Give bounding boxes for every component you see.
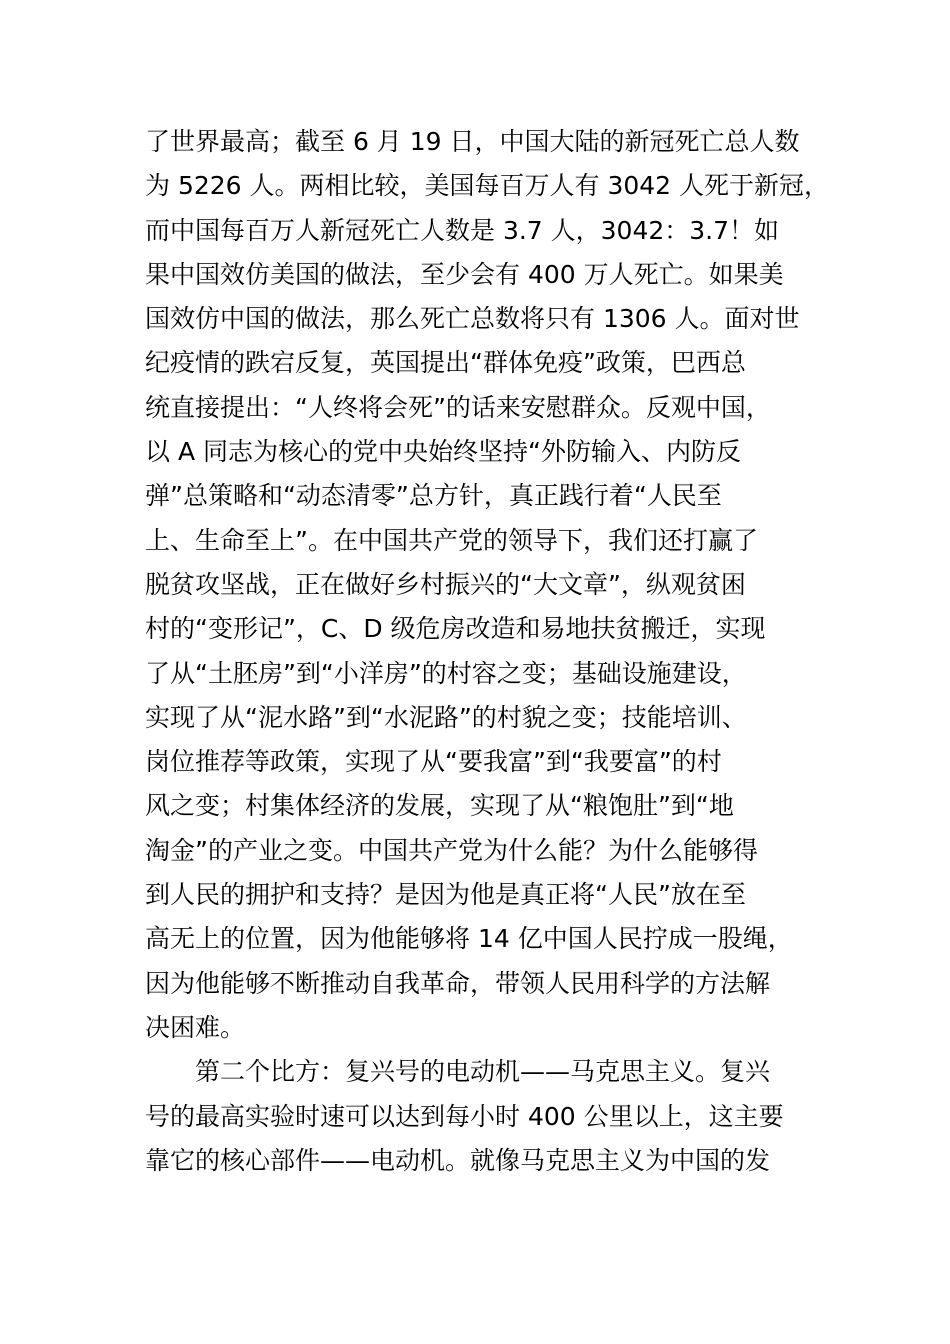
text-line: 号的最高实验时速可以达到每小时 400 公里以上，这主要 (145, 1101, 784, 1131)
paragraph-first-line: 第二个比方：复兴号的电动机——马克思主义。复兴 (195, 1057, 771, 1087)
text-line: 靠它的核心部件——电动机。就像马克思主义为中国的发 (145, 1145, 771, 1175)
text-line: 纪疫情的跌宕反复，英国提出“群体免疫”政策，巴西总 (145, 348, 746, 378)
text-line: 决困难。 (145, 1012, 246, 1042)
text-line: 以 A 同志为核心的党中央始终坚持“外防输入、内防反 (145, 437, 741, 467)
text-line: 实现了从“泥水路”到“水泥路”的村貌之变；技能培训、 (145, 702, 747, 732)
text-line: 因为他能够不断推动自我革命，带领人民用科学的方法解 (145, 968, 771, 998)
text-line: 高无上的位置，因为他能够将 14 亿中国人民拧成一股绳， (145, 924, 793, 954)
body-text (145, 120, 845, 1183)
text-line: 到人民的拥护和支持？是因为他是真正将“人民”放在至 (145, 880, 746, 910)
text-line: 上、生命至上”。在中国共产党的领导下，我们还打赢了 (145, 525, 758, 555)
text-line: 而中国每百万人新冠死亡人数是 3.7 人，3042：3.7！如 (145, 215, 780, 245)
text-line: 统直接提出：“人终将会死”的话来安慰群众。反观中国， (145, 392, 771, 422)
text-line: 弹”总策略和“动态清零”总方针，真正践行着“人民至 (145, 481, 722, 511)
text-line: 村的“变形记”，C、D 级危房改造和易地扶贫搬迁，实现 (145, 614, 766, 644)
text-line: 为 5226 人。两相比较，美国每百万人有 3042 人死于新冠， (145, 171, 830, 201)
text-line: 风之变；村集体经济的发展，实现了从“粮饱肚”到“地 (145, 791, 734, 821)
text-line: 了从“土胚房”到“小洋房”的村容之变；基础设施建设， (145, 658, 747, 688)
text-line: 岗位推荐等政策，实现了从“要我富”到“我要富”的村 (145, 747, 722, 777)
text-line: 淘金”的产业之变。中国共产党为什么能？为什么能够得 (145, 835, 758, 865)
text-line: 了世界最高；截至 6 月 19 日，中国大陆的新冠死亡总人数 (145, 127, 800, 156)
text-line: 国效仿中国的做法，那么死亡总数将只有 1306 人。面对世 (145, 304, 800, 334)
text-line: 果中国效仿美国的做法，至少会有 400 万人死亡。如果美 (145, 259, 784, 289)
text-line: 脱贫攻坚战，正在做好乡村振兴的“大文章”，纵观贫困 (145, 569, 746, 599)
